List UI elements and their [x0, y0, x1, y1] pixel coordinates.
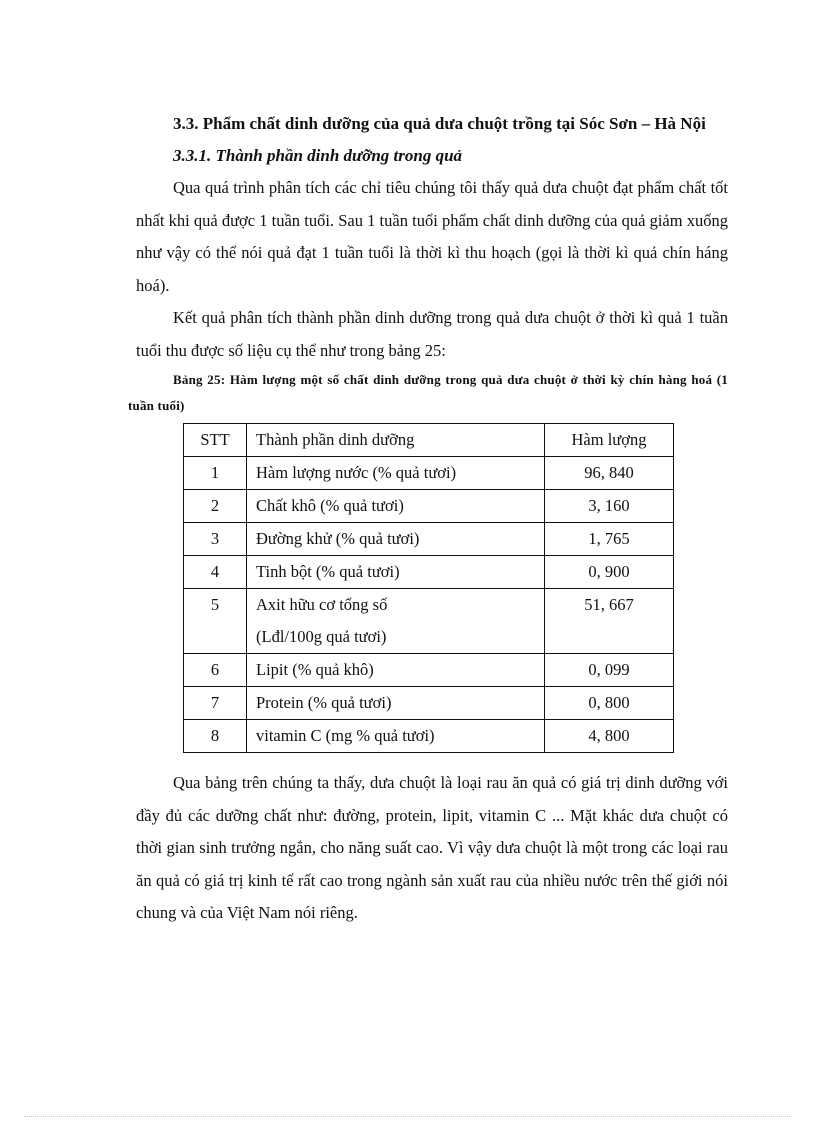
cell-name: Đường khử (% quả tươi) [247, 523, 545, 556]
cell-name: Tinh bột (% quả tươi) [247, 556, 545, 589]
cell-stt: 7 [184, 687, 247, 720]
cell-value: 4, 800 [545, 720, 674, 753]
cell-stt: 3 [184, 523, 247, 556]
paragraph-results: Kết quả phân tích thành phần dinh dưỡng trong quả dưa chuột ở thời kì quả 1 tuần tuổi thu được số liệu cụ thể như trong bảng 25: [136, 308, 728, 360]
cell-stt: 8 [184, 720, 247, 753]
cell-value: 0, 900 [545, 556, 674, 589]
section-heading: 3.3. Phẩm chất dinh dưỡng của quả dưa chuột trồng tại Sóc Sơn – Hà Nội [173, 114, 706, 133]
cell-stt: 4 [184, 556, 247, 589]
cell-name-line1: Axit hữu cơ tổng số [256, 595, 388, 614]
cell-stt: 5 [184, 589, 247, 654]
cell-name: Hàm lượng nước (% quả tươi) [247, 457, 545, 490]
table-caption: Bảng 25: Hàm lượng một số chất dinh dưỡng trong quả dưa chuột ở thời kỳ chín hàng hoá (1 tuần tuổi) [128, 372, 728, 413]
nutrition-table [183, 423, 674, 753]
table-row [184, 490, 674, 523]
cell-name: Lipit (% quả khô) [247, 654, 545, 687]
header-value: Hàm lượng [545, 424, 674, 457]
page-bottom-rule [24, 1116, 792, 1117]
cell-name: Chất khô (% quả tươi) [247, 490, 545, 523]
cell-stt: 2 [184, 490, 247, 523]
paragraph-conclusion: Qua bảng trên chúng ta thấy, dưa chuột là loại rau ăn quả có giá trị dinh dưỡng với đầy đủ các dưỡng chất như: đường, protein, lipit, vitamin C ... Mặt khác dưa chuột có thời gian sinh trưởng ngắn, cho năng suất cao. Vì vậy dưa chuột là một trong các loại rau ăn quả có giá trị kinh tế rất cao trong ngành sản xuất rau của nhiều nước trên thế giới nói chung và của Việt Nam nói riêng. [136, 773, 728, 922]
cell-name-line2: (Lđl/100g quả tươi) [256, 627, 387, 646]
cell-stt: 1 [184, 457, 247, 490]
header-stt: STT [184, 424, 247, 457]
table-header-row [184, 424, 674, 457]
cell-value: 51, 667 [545, 589, 674, 654]
cell-stt: 6 [184, 654, 247, 687]
table-row [184, 654, 674, 687]
table-row [184, 457, 674, 490]
table-row [184, 720, 674, 753]
cell-name: vitamin C (mg % quả tươi) [247, 720, 545, 753]
cell-name [247, 589, 545, 654]
cell-name: Protein (% quả tươi) [247, 687, 545, 720]
cell-value: 96, 840 [545, 457, 674, 490]
table-row [184, 687, 674, 720]
table-row [184, 523, 674, 556]
table-row [184, 556, 674, 589]
paragraph-intro: Qua quá trình phân tích các chỉ tiêu chúng tôi thấy quả dưa chuột đạt phẩm chất tốt nhất khi quả được 1 tuần tuổi. Sau 1 tuần tuổi phẩm chất dinh dưỡng của quả giảm xuống như vậy có thể nói quả đạt 1 tuần tuổi là thời kì thu hoạch (gọi là thời kì quả chín háng hoá). [136, 178, 728, 295]
document-page [128, 108, 728, 930]
subsection-heading: 3.3.1. Thành phần dinh dưỡng trong quả [173, 146, 463, 165]
header-name: Thành phần dinh dưỡng [247, 424, 545, 457]
table-row [184, 589, 674, 654]
cell-value: 0, 800 [545, 687, 674, 720]
cell-value: 3, 160 [545, 490, 674, 523]
cell-value: 1, 765 [545, 523, 674, 556]
cell-value: 0, 099 [545, 654, 674, 687]
